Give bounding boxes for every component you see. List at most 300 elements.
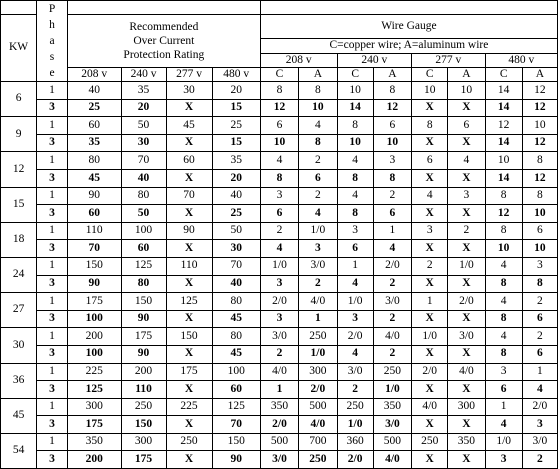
gauge-cell: 3 [448, 187, 485, 205]
gauge-cell: 1/0 [337, 293, 373, 311]
gauge-cell: 1 [299, 310, 337, 328]
gauge-cell: 12 [522, 99, 557, 117]
gauge-cell: 3 [260, 310, 298, 328]
gauge-cell: 3 [373, 152, 411, 170]
gauge-cell: 1 [260, 381, 298, 399]
gauge-cell: 3/0 [448, 328, 485, 346]
phase-cell: 3 [37, 381, 68, 399]
gauge-cell: 3 [485, 451, 522, 469]
gauge-cell: 1/0 [299, 222, 337, 240]
gauge-cell: 1/0 [448, 257, 485, 275]
gauge-cell: 1 [412, 293, 448, 311]
gauge-cell: 2/0 [260, 416, 298, 434]
gauge-cell: 4 [522, 381, 557, 399]
gauge-cell: 2 [522, 293, 557, 311]
kw-cell: 45 [1, 398, 37, 433]
recommended-header-line: Over Current [133, 35, 195, 47]
gauge-cell: 1/0 [260, 257, 298, 275]
rating-cell: 45 [212, 345, 260, 363]
phase-cell: 3 [37, 310, 68, 328]
rating-cell: 125 [67, 381, 121, 399]
gauge-cell: X [412, 275, 448, 293]
gauge-cell: 12 [373, 99, 411, 117]
gauge-cell: 8 [337, 205, 373, 223]
table-row [1, 416, 558, 434]
gauge-cell: 2 [260, 222, 298, 240]
rating-cell: 250 [121, 398, 166, 416]
rating-cell: 40 [212, 275, 260, 293]
rating-cell: 20 [212, 82, 260, 100]
rating-cell: 15 [212, 134, 260, 152]
gauge-cell: 3 [522, 416, 557, 434]
rating-cell: 60 [67, 205, 121, 223]
rating-cell: 35 [212, 152, 260, 170]
gauge-cell: 1/0 [373, 381, 411, 399]
rating-cell: 30 [212, 240, 260, 258]
material-header: C [485, 68, 522, 82]
rating-cell: 90 [67, 187, 121, 205]
rating-cell: 175 [166, 363, 212, 381]
gauge-cell: 8 [522, 275, 557, 293]
phase-cell: 1 [37, 222, 68, 240]
rating-cell: 60 [67, 117, 121, 135]
phase-header-letter: h [49, 19, 55, 31]
gauge-cell: 4/0 [373, 328, 411, 346]
table-row [1, 117, 558, 135]
gauge-cell: X [412, 240, 448, 258]
gauge-cell: 250 [373, 363, 411, 381]
gauge-cell: 3 [337, 310, 373, 328]
rating-cell: 90 [166, 222, 212, 240]
recommended-header-line: Recommended [129, 21, 199, 33]
gauge-cell: 3 [412, 222, 448, 240]
gauge-cell: 6 [522, 222, 557, 240]
gauge-cell: 6 [260, 117, 298, 135]
gauge-cell: 2/0 [337, 451, 373, 469]
rating-cell: 35 [121, 82, 166, 100]
table-row [1, 222, 558, 240]
wire-note-header: C=copper wire; A=aluminum wire [260, 39, 557, 53]
rating-cell: 30 [121, 134, 166, 152]
rating-cell: 90 [67, 275, 121, 293]
rating-cell: 45 [67, 169, 121, 187]
gauge-cell: 3 [260, 187, 298, 205]
gauge-cell: 2 [299, 275, 337, 293]
gauge-cell: 14 [485, 99, 522, 117]
gauge-cell: X [412, 134, 448, 152]
kw-cell: 27 [1, 293, 37, 328]
rating-cell: X [166, 451, 212, 469]
gauge-cell: 6 [373, 205, 411, 223]
rating-cell: 300 [121, 433, 166, 451]
gauge-cell: 3 [337, 222, 373, 240]
gauge-cell: 3/0 [522, 433, 557, 451]
rating-cell: X [166, 169, 212, 187]
gauge-cell: 2 [337, 381, 373, 399]
gauge-cell: 3/0 [337, 363, 373, 381]
gauge-cell: 1/0 [412, 328, 448, 346]
table-row [1, 381, 558, 399]
gauge-cell: 2 [299, 187, 337, 205]
gauge-cell: 250 [299, 328, 337, 346]
phase-cell: 1 [37, 257, 68, 275]
gauge-cell: 10 [522, 240, 557, 258]
rating-cell: 150 [67, 257, 121, 275]
gauge-cell: 8 [522, 152, 557, 170]
rating-cell: X [166, 134, 212, 152]
gauge-cell: 14 [337, 99, 373, 117]
phase-cell: 3 [37, 240, 68, 258]
gauge-cell: 6 [260, 205, 298, 223]
gauge-cell: 10 [485, 152, 522, 170]
rating-cell: X [166, 240, 212, 258]
gauge-cell: 6 [412, 152, 448, 170]
gauge-cell: 2 [373, 275, 411, 293]
gauge-cell: 14 [485, 134, 522, 152]
gauge-cell: X [448, 134, 485, 152]
table-row [1, 293, 558, 311]
gauge-cell: 4/0 [260, 363, 298, 381]
rating-cell: X [166, 381, 212, 399]
gauge-cell: 300 [448, 398, 485, 416]
gauge-cell: 8 [299, 134, 337, 152]
rating-cell: 150 [121, 293, 166, 311]
gauge-cell: 2 [522, 451, 557, 469]
gauge-cell: 4 [485, 257, 522, 275]
gauge-cell: 3 [260, 275, 298, 293]
gauge-cell: 6 [373, 117, 411, 135]
gauge-cell: 10 [299, 99, 337, 117]
gauge-cell: 8 [485, 310, 522, 328]
recommended-header-blank [67, 1, 260, 15]
gauge-cell: 6 [448, 117, 485, 135]
gauge-cell: 4 [337, 275, 373, 293]
gauge-cell: 4 [412, 187, 448, 205]
rating-cell: 90 [121, 310, 166, 328]
gauge-cell: 2 [522, 328, 557, 346]
rating-cell: 150 [166, 328, 212, 346]
gauge-cell: 10 [522, 117, 557, 135]
wire-header-blank [260, 1, 557, 15]
rating-cell: 70 [212, 257, 260, 275]
phase-cell: 3 [37, 99, 68, 117]
gauge-cell: 500 [260, 433, 298, 451]
gauge-cell: 2/0 [448, 293, 485, 311]
wire-gauge-header: Wire Gauge [260, 15, 557, 39]
gauge-cell: 12 [485, 205, 522, 223]
gauge-cell: 350 [373, 398, 411, 416]
rating-cell: 25 [212, 205, 260, 223]
kw-header-blank [1, 1, 37, 15]
rating-cell: 80 [121, 187, 166, 205]
wire-voltage-header: 208 v [260, 53, 337, 67]
rating-cell: 100 [67, 310, 121, 328]
table-row [1, 398, 558, 416]
table-row [1, 99, 558, 117]
gauge-cell: 500 [299, 398, 337, 416]
rating-cell: 25 [67, 99, 121, 117]
rating-cell: X [166, 310, 212, 328]
gauge-cell: 4 [337, 345, 373, 363]
rating-cell: X [166, 416, 212, 434]
gauge-cell: 3/0 [373, 416, 411, 434]
rating-cell: 225 [166, 398, 212, 416]
gauge-cell: 4/0 [448, 363, 485, 381]
gauge-cell: X [412, 451, 448, 469]
gauge-cell: X [412, 99, 448, 117]
wire-voltage-header: 277 v [412, 53, 485, 67]
gauge-cell: X [448, 345, 485, 363]
gauge-cell: 3/0 [299, 257, 337, 275]
rating-cell: 50 [121, 205, 166, 223]
gauge-cell: 14 [485, 82, 522, 100]
rating-cell: 90 [212, 451, 260, 469]
kw-header-label: KW [9, 41, 29, 54]
rating-cell: 50 [121, 117, 166, 135]
gauge-cell: X [448, 205, 485, 223]
rating-cell: 40 [212, 187, 260, 205]
gauge-cell: 6 [299, 169, 337, 187]
table-row [1, 169, 558, 187]
gauge-cell: 300 [299, 363, 337, 381]
gauge-cell: 4/0 [299, 293, 337, 311]
table-row [1, 363, 558, 381]
gauge-cell: 4/0 [299, 416, 337, 434]
gauge-cell: X [412, 310, 448, 328]
rating-cell: 110 [67, 222, 121, 240]
gauge-cell: 10 [337, 134, 373, 152]
phase-header-letter: s [49, 51, 55, 63]
gauge-cell: 1/0 [337, 416, 373, 434]
gauge-cell: 2/0 [337, 328, 373, 346]
table-row [1, 152, 558, 170]
recommended-header-line: Protection Rating [123, 49, 205, 61]
rating-cell: 100 [67, 345, 121, 363]
phase-header-letter: e [49, 67, 55, 79]
recommended-header [67, 15, 260, 68]
gauge-cell: 2 [412, 257, 448, 275]
rating-cell: 80 [67, 152, 121, 170]
gauge-cell: 8 [485, 187, 522, 205]
gauge-cell: 4 [337, 152, 373, 170]
gauge-cell: 10 [373, 134, 411, 152]
gauge-cell: 1 [337, 257, 373, 275]
rating-cell: 200 [121, 363, 166, 381]
gauge-cell: 12 [522, 134, 557, 152]
voltage-header: 480 v [212, 68, 260, 82]
gauge-cell: X [448, 416, 485, 434]
table-row [1, 433, 558, 451]
gauge-cell: 8 [337, 169, 373, 187]
rating-cell: 250 [166, 433, 212, 451]
rating-cell: 150 [121, 416, 166, 434]
rating-cell: X [166, 99, 212, 117]
rating-cell: 125 [166, 293, 212, 311]
rating-cell: 90 [121, 345, 166, 363]
gauge-cell: 250 [412, 433, 448, 451]
gauge-cell: X [448, 275, 485, 293]
phase-cell: 1 [37, 293, 68, 311]
gauge-cell: 2/0 [373, 257, 411, 275]
rating-cell: X [166, 205, 212, 223]
gauge-cell: 8 [260, 82, 298, 100]
gauge-cell: X [412, 169, 448, 187]
gauge-cell: 8 [337, 117, 373, 135]
rating-cell: 175 [121, 328, 166, 346]
kw-cell: 54 [1, 433, 37, 468]
rating-cell: 70 [67, 240, 121, 258]
gauge-cell: 8 [299, 82, 337, 100]
material-header: C [412, 68, 448, 82]
gauge-cell: 4 [260, 152, 298, 170]
gauge-cell: 10 [448, 82, 485, 100]
phase-header [37, 1, 68, 82]
gauge-cell: 10 [337, 82, 373, 100]
rating-cell: 110 [166, 257, 212, 275]
gauge-cell: 4/0 [373, 451, 411, 469]
rating-cell: 50 [212, 222, 260, 240]
gauge-cell: 3 [522, 257, 557, 275]
gauge-cell: 8 [485, 275, 522, 293]
table-row [1, 275, 558, 293]
rating-cell: 70 [212, 416, 260, 434]
table-row [1, 205, 558, 223]
gauge-cell: 2/0 [299, 381, 337, 399]
material-header: C [337, 68, 373, 82]
gauge-cell: 8 [373, 169, 411, 187]
kw-header [1, 15, 37, 82]
kw-cell: 15 [1, 187, 37, 222]
gauge-cell: 350 [260, 398, 298, 416]
gauge-cell: X [448, 169, 485, 187]
voltage-header: 240 v [121, 68, 166, 82]
gauge-cell: 8 [485, 345, 522, 363]
phase-cell: 1 [37, 152, 68, 170]
gauge-cell: 1 [485, 398, 522, 416]
kw-cell: 30 [1, 328, 37, 363]
rating-cell: 60 [121, 240, 166, 258]
gauge-cell: 2/0 [412, 363, 448, 381]
gauge-cell: X [412, 381, 448, 399]
gauge-cell: 6 [522, 345, 557, 363]
rating-cell: 80 [212, 293, 260, 311]
gauge-cell: 4 [337, 187, 373, 205]
gauge-cell: 4 [485, 416, 522, 434]
material-header: A [448, 68, 485, 82]
gauge-cell: 10 [485, 240, 522, 258]
gauge-cell: 360 [337, 433, 373, 451]
rating-cell: 350 [67, 433, 121, 451]
gauge-cell: 12 [260, 99, 298, 117]
table-row [1, 82, 558, 100]
rating-cell: 80 [212, 328, 260, 346]
table-row [1, 134, 558, 152]
gauge-cell: 2/0 [522, 398, 557, 416]
gauge-cell: 4 [299, 117, 337, 135]
gauge-cell: 6 [485, 381, 522, 399]
material-header: C [260, 68, 298, 82]
rating-cell: 225 [67, 363, 121, 381]
rating-cell: 175 [67, 293, 121, 311]
rating-cell: 30 [166, 82, 212, 100]
rating-cell: 20 [212, 169, 260, 187]
rating-cell: 100 [121, 222, 166, 240]
phase-cell: 3 [37, 275, 68, 293]
rating-cell: 15 [212, 99, 260, 117]
phase-cell: 1 [37, 82, 68, 100]
gauge-cell: 1/0 [299, 345, 337, 363]
gauge-cell: 6 [522, 310, 557, 328]
rating-cell: 40 [121, 169, 166, 187]
rating-cell: 110 [121, 381, 166, 399]
gauge-cell: 6 [337, 240, 373, 258]
gauge-cell: 250 [337, 398, 373, 416]
kw-cell: 12 [1, 152, 37, 187]
phase-cell: 1 [37, 433, 68, 451]
rating-cell: 100 [212, 363, 260, 381]
gauge-cell: 2 [373, 310, 411, 328]
kw-cell: 24 [1, 257, 37, 292]
gauge-cell: X [448, 451, 485, 469]
table-row [1, 187, 558, 205]
gauge-cell: X [448, 310, 485, 328]
kw-cell: 6 [1, 82, 37, 117]
gauge-cell: 2 [260, 345, 298, 363]
gauge-cell: 700 [299, 433, 337, 451]
gauge-cell: X [448, 240, 485, 258]
rating-cell: 60 [212, 381, 260, 399]
rating-cell: 175 [121, 451, 166, 469]
gauge-cell: 1/0 [485, 433, 522, 451]
table-row [1, 451, 558, 469]
kw-cell: 36 [1, 363, 37, 398]
rating-cell: 70 [166, 187, 212, 205]
phase-cell: 3 [37, 134, 68, 152]
gauge-cell: X [448, 381, 485, 399]
wire-voltage-header: 240 v [337, 53, 412, 67]
gauge-cell: 2 [448, 222, 485, 240]
phase-header-letter: a [49, 35, 55, 47]
gauge-cell: 4/0 [412, 398, 448, 416]
gauge-cell: 3/0 [373, 293, 411, 311]
rating-cell: 25 [212, 117, 260, 135]
gauge-cell: X [412, 416, 448, 434]
kw-cell: 18 [1, 222, 37, 257]
gauge-cell: 8 [373, 82, 411, 100]
gauge-cell: 8 [412, 117, 448, 135]
gauge-cell: 4 [448, 152, 485, 170]
gauge-cell: 10 [260, 134, 298, 152]
table-row [1, 310, 558, 328]
wire-voltage-header: 480 v [485, 53, 557, 67]
table-row [1, 257, 558, 275]
gauge-cell: X [412, 345, 448, 363]
gauge-cell: X [448, 99, 485, 117]
gauge-cell: 350 [448, 433, 485, 451]
phase-cell: 1 [37, 117, 68, 135]
gauge-cell: 14 [485, 169, 522, 187]
gauge-cell: 3 [485, 363, 522, 381]
gauge-cell: 10 [522, 205, 557, 223]
phase-cell: 3 [37, 416, 68, 434]
rating-cell: 300 [67, 398, 121, 416]
table-row [1, 328, 558, 346]
rating-cell: 45 [166, 117, 212, 135]
gauge-cell: 4 [373, 240, 411, 258]
phase-cell: 1 [37, 363, 68, 381]
gauge-cell: 500 [373, 433, 411, 451]
rating-cell: 70 [121, 152, 166, 170]
